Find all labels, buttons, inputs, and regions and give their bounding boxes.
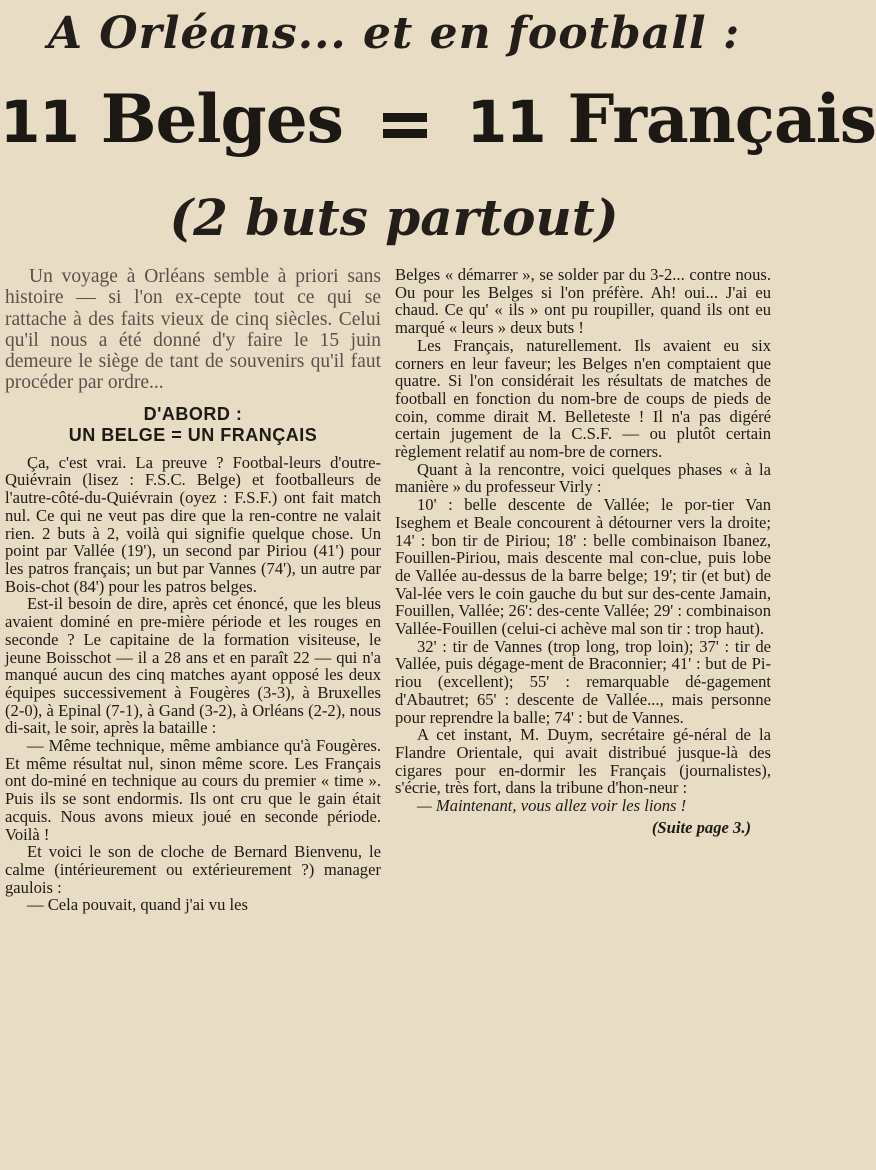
paragraph: A cet instant, M. Duym, secrétaire gé-néral de la Flandre Orientale, qui avait distribué jusque-là des cigares pour en-dormir les Français (journalistes), s'écrie, très fort, dans la tribune d'hon-neur :: [395, 725, 771, 798]
section-heading-line-1: D'ABORD :: [143, 403, 243, 424]
paragraph: Et voici le son de cloche de Bernard Bienvenu, le calme (intérieurement ou extérieurement ?) manager gaulois :: [5, 842, 381, 897]
paragraph: — Cela pouvait, quand j'ai vu les: [27, 895, 248, 915]
lead-paragraph: Un voyage à Orléans semble à priori sans histoire — si l'on ex-cepte tout ce qui se rattache à des faits vieux de cinq siècles. Celui qu'il nous a été donné d'y faire le 15 juin demeure le siège de tant de souvenirs qu'il faut procéder par ordre...: [5, 266, 381, 394]
equals-sign: [383, 106, 427, 145]
subheadline: (2 buts partout): [169, 188, 619, 247]
paragraph: Est-il besoin de dire, après cet énoncé, que les bleus avaient dominé en pre-mière période et les rouges en seconde ? Le capitaine de la formation visiteuse, le jeune Boisschot — il a 28 ans et en paraît 22 — qui n'a manqué aucun des cinq matches ayant opposé les deux équipes successivement à Fougères (3-3), à Bruxelles (2-0), à Epinal (7-1), à Gand (3-2), à Orléans (2-2), nous di-sait, le soir, après la bataille :: [5, 594, 381, 738]
section-heading: [5, 404, 381, 446]
kicker-headline: A Orléans... et en football :: [47, 8, 741, 59]
main-headline: [0, 80, 876, 158]
paragraph: Belges « démarrer », se solder par du 3-2... contre nous. Ou pour les Belges si l'on préfère. Ah! oui... J'ai eu chaud. Ce qu' « ils » ont pu roupiller, quand ils ont eu marqué « leurs » deux buts !: [395, 265, 771, 338]
continued-note: (Suite page 3.): [651, 817, 751, 837]
paragraph: Ça, c'est vrai. La preuve ? Footbal-leurs d'outre-Quiévrain (lisez : F.S.C. Belge) et footballeurs de l'autre-côté-du-Quiévrain (oyez : F.S.F.) ont fait match nul. Ce qui ne veut pas dire que la ren-contre ne valait rien. 2 buts à 2, voilà qui signifie quelque chose. Un point par Vallée (19'), un second par Piriou (41') pour les patros français; un but par Vannes (74'), un autre par Bois-chot (84') pour les patros belges.: [5, 452, 381, 596]
paragraph: Quant à la rencontre, voici quelques phases « à la manière » du professeur Virly :: [395, 459, 771, 497]
paragraph: 10' : belle descente de Vallée; le por-tier Van Iseghem et Beale concourent à détourner vers la droite; 14' : bon tir de Piriou; 18' : belle combinaison Ibanez, Fouillen-Piriou, mais descente mal con-clue, puis lobe de Vallée au-dessus de la barre belge; 19'; tir (et but) de Val-lée vers le coin gauche du but sur des-cente Jamain, Fouillen, Vallée; 26': des-cente Vallée; 29' : combinaison Vallée-Fouillen (celui-ci achève mal son tir : trop haut).: [395, 495, 771, 639]
article-column-right: [395, 266, 771, 837]
headline-right-word: Français: [567, 80, 876, 158]
article-column-left: [5, 266, 381, 914]
paragraph: Les Français, naturellement. Ils avaient eu six corners en leur faveur; les Belges n'en comptaient que quatre. Si l'on considérait les résultats de matches de football en fonction du nom-bre de coups de pieds de coin, comme dirait M. Belleteste ! Il n'a pas digéré certain jugement de la C.S.F. — ou plutôt certain règlement relatif au nom-bre de corners.: [395, 335, 771, 462]
headline-left-word: Belges: [100, 80, 343, 158]
section-heading-line-2: UN BELGE = UN FRANÇAIS: [68, 424, 318, 445]
paragraph: — Même technique, même ambiance qu'à Fougères. Et même résultat nul, sinon même score. Les Français ont do-miné en technique au cours du premier « time ». Puis ils se sont endormis. Ils ont cru que le gain était acquis. Nous avons mieux joué en seconde période. Voilà !: [5, 736, 381, 844]
quote-paragraph: — Maintenant, vous allez voir les lions !: [417, 796, 687, 816]
headline-right-number: 11: [466, 88, 546, 156]
headline-left-number: 11: [0, 88, 79, 156]
paragraph: 32' : tir de Vannes (trop long, trop loin); 37' : tir de Vallée, puis dégage-ment de Braconnier; 41' : but de Pi-riou (excellent); 55' : remarquable dé-gagement d'Abautret; 65' : descente de Vallée..., mais personne pour reprendre la balle; 74' : but de Vannes.: [395, 636, 771, 727]
